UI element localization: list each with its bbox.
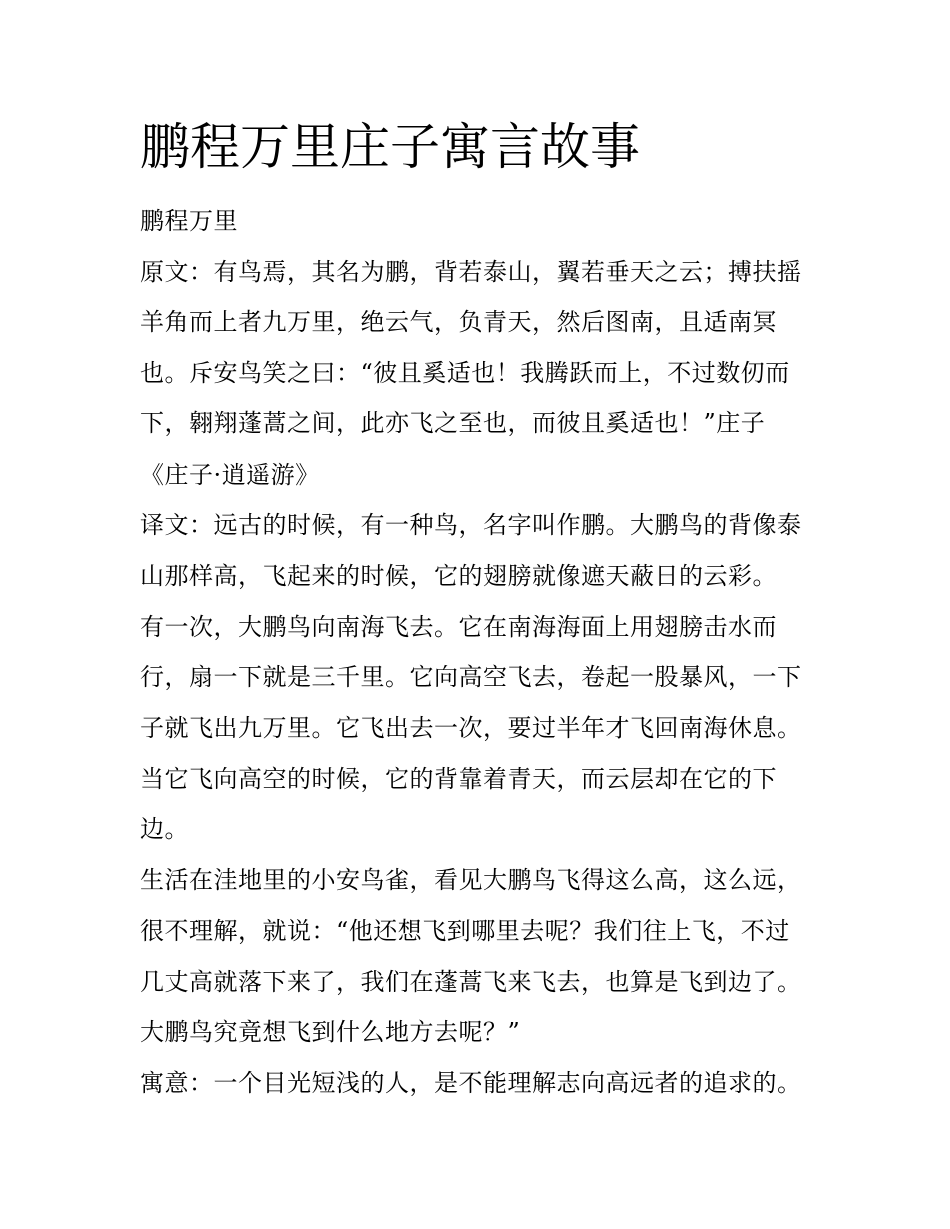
text-line: 下，翱翔蓬蒿之间，此亦飞之至也，而彼且奚适也！”庄子 xyxy=(140,409,766,437)
text-line: 有一次，大鹏鸟向南海飞去。它在南海海面上用翅膀击水而 xyxy=(140,613,777,641)
text-line: 《庄子·逍遥游》 xyxy=(140,461,320,489)
text-line: 几丈高就落下来了，我们在蓬蒿飞来飞去，也算是飞到边了。 xyxy=(140,968,802,996)
text-line: 边。 xyxy=(140,815,189,843)
text-line: 译文：远古的时候，有一种鸟，名字叫作鹏。大鹏鸟的背像泰 xyxy=(140,511,802,539)
text-line: 大鹏鸟究竟想飞到什么地方去呢？” xyxy=(140,1018,521,1046)
text-line: 子就飞出九万里。它飞出去一次，要过半年才飞回南海休息。 xyxy=(140,714,802,742)
text-line: 当它飞向高空的时候，它的背靠着青天，而云层却在它的下 xyxy=(140,765,777,793)
text-line: 生活在洼地里的小安鸟雀，看见大鹏鸟飞得这么高，这么远， xyxy=(140,866,802,894)
subtitle: 鹏程万里 xyxy=(140,207,238,235)
text-line: 原文：有鸟焉，其名为鹏，背若泰山，翼若垂天之云；搏扶摇 xyxy=(140,258,802,286)
text-line: 寓意：一个目光短浅的人，是不能理解志向高远者的追求的。 xyxy=(140,1069,802,1097)
text-line: 也。斥安鸟笑之曰：“彼且奚适也！我腾跃而上，不过数仞而 xyxy=(140,359,790,387)
text-line: 羊角而上者九万里，绝云气，负青天，然后图南，且适南冥 xyxy=(140,308,777,336)
document-title: 鹏程万里庄子寓言故事 xyxy=(140,118,640,176)
text-line: 行，扇一下就是三千里。它向高空飞去，卷起一股暴风，一下 xyxy=(140,663,802,691)
text-line: 很不理解，就说：“他还想飞到哪里去呢？我们往上飞，不过 xyxy=(140,917,790,945)
text-line: 山那样高，飞起来的时候，它的翅膀就像遮天蔽日的云彩。 xyxy=(140,562,777,590)
